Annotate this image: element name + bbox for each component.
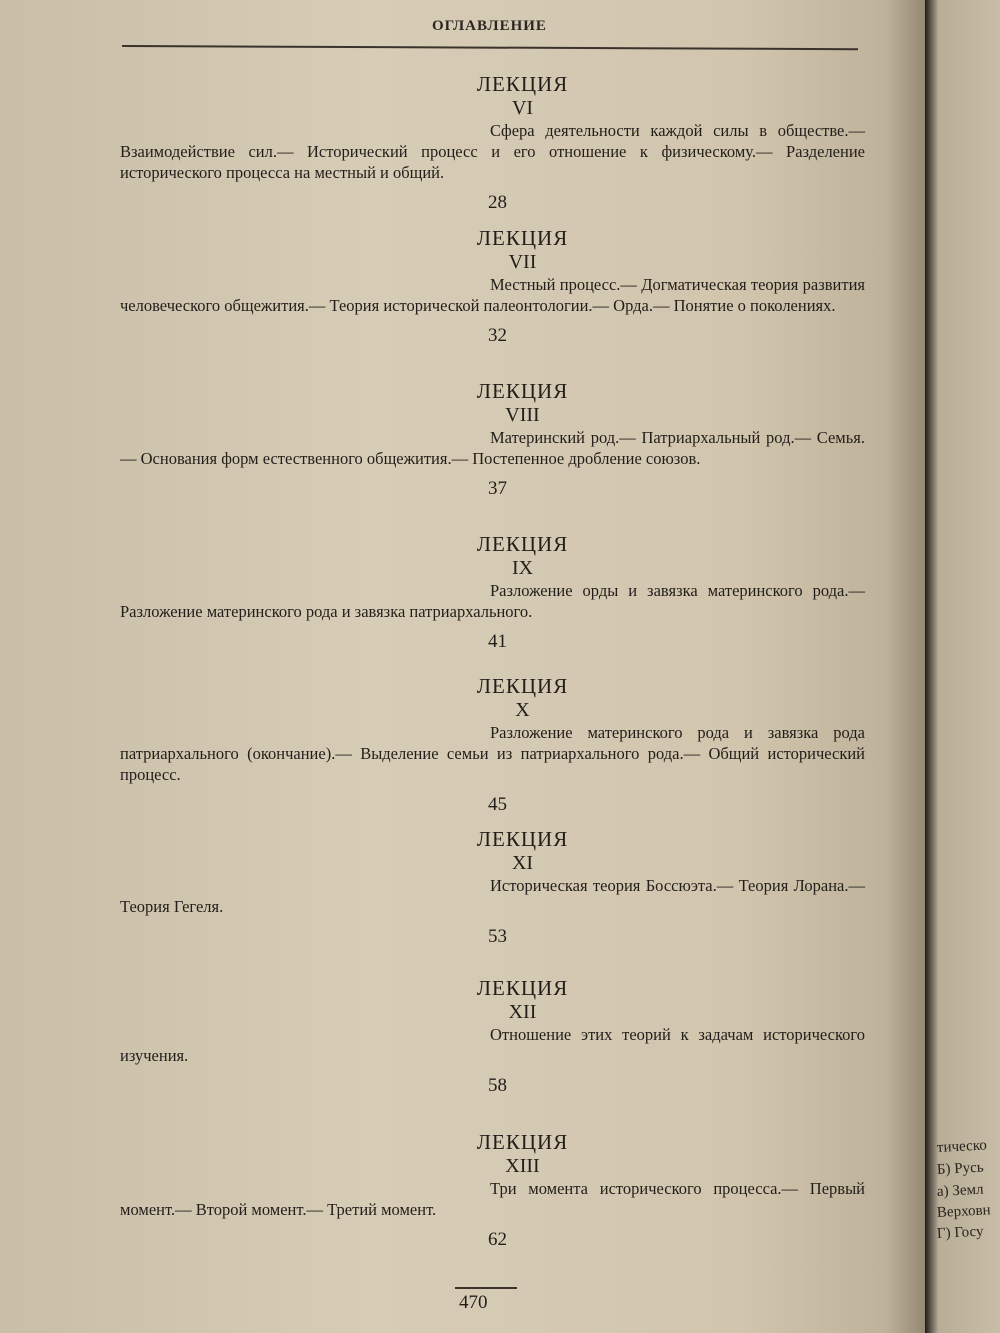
lecture-entry [120,226,865,348]
lecture-entry [120,1130,865,1252]
lecture-page-number: 41 [488,631,507,652]
lecture-label: ЛЕКЦИЯ [476,379,569,403]
lecture-page-number: 32 [488,325,507,346]
lecture-description: Сфера деятельности каждой силы в обществе.— Взаимодействие сил.— Исторический процесс и его отношение к физическому.— Разделение исторического процесса на местный и общий. [120,121,865,182]
lecture-number: VII [508,251,537,273]
lecture-page-number: 45 [488,794,507,815]
lecture-description: Историческая теория Боссюэта.— Теория Лорана.— Теория Гегеля. [120,876,865,916]
adjacent-page-line: Верховн [936,1202,992,1221]
lecture-number: IX [511,557,534,579]
lecture-page-number: 28 [488,192,507,213]
header-rule [122,45,858,50]
lecture-page-number: 62 [488,1229,507,1250]
lecture-page-number: 37 [488,478,507,499]
folio-page-number: 470 [459,1292,488,1313]
footer-rule [455,1287,517,1289]
lecture-label: ЛЕКЦИЯ [476,72,569,96]
lecture-description: Три момента исторического процесса.— Первый момент.— Второй момент.— Третий момент. [120,1179,865,1219]
lecture-label: ЛЕКЦИЯ [476,532,569,556]
lecture-number: XIII [505,1155,540,1177]
lecture-number: VIII [505,404,540,426]
lecture-label: ЛЕКЦИЯ [476,674,569,698]
lecture-description: Материнский род.— Патриархальный род.— Семья.— Основания форм естественного общежития.— Постепенное дробление союзов. [120,428,865,468]
lecture-number: VI [511,97,534,119]
adjacent-page-line: Г) Госу [936,1223,984,1242]
lecture-entry [120,379,865,501]
page-header-title: ОГЛАВЛЕНИЕ [432,18,547,34]
adjacent-page-edge [925,0,1000,1333]
lecture-description: Разложение орды и завязка материнского рода.— Разложение материнского рода и завязка патриархального. [120,581,865,621]
lecture-entry [120,827,865,949]
lecture-label: ЛЕКЦИЯ [476,976,569,1000]
lecture-label: ЛЕКЦИЯ [476,1130,569,1154]
lecture-label: ЛЕКЦИЯ [476,226,569,250]
lecture-number: XI [511,852,534,874]
lecture-page-number: 58 [488,1075,507,1096]
lecture-number: XII [508,1001,537,1023]
lecture-description: Местный процесс.— Догматическая теория развития человеческого общежития.— Теория исторической палеонтологии.— Орда.— Понятие о поколениях. [120,275,865,315]
lecture-description: Отношение этих теорий к задачам исторического изучения. [120,1025,865,1065]
adjacent-page-line: тическо [936,1137,988,1156]
lecture-description: Разложение материнского рода и завязка рода патриархального (окончание).— Выделение семьи из патриархального рода.— Общий исторический процесс. [120,723,865,784]
adjacent-page-line: Б) Русь [936,1159,985,1178]
lecture-entry [120,976,865,1098]
lecture-entry [120,532,865,654]
lecture-number: X [515,699,530,721]
lecture-label: ЛЕКЦИЯ [476,827,569,851]
adjacent-page-line: а) Земл [936,1181,984,1200]
lecture-entry [120,674,865,817]
lecture-page-number: 53 [488,926,507,947]
lecture-entry [120,72,865,215]
